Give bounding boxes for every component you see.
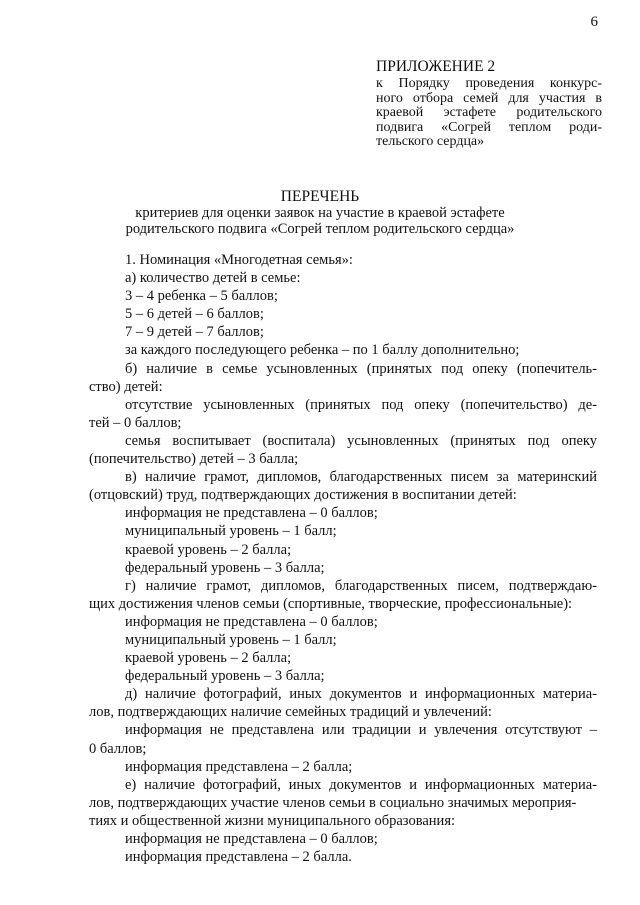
body-line: за каждого последующего ребенка – по 1 баллу дополнительно; bbox=[125, 342, 520, 359]
body-line: щих достижения членов семьи (спортивные, творческие, профессиональные): bbox=[89, 595, 573, 612]
body-line: муниципальный уровень – 1 балл; bbox=[125, 631, 337, 648]
body-line: муниципальный уровень – 1 балл; bbox=[125, 523, 337, 540]
body-line: лов, подтверждающих участие членов семьи в социально значимых мероприя- bbox=[89, 794, 577, 811]
body-line: 1. Номинация «Многодетная семья»: bbox=[125, 252, 353, 268]
body-line: 0 баллов; bbox=[89, 740, 147, 757]
document-heading bbox=[0, 188, 640, 237]
appendix-title: ПРИЛОЖЕНИЕ 2 bbox=[376, 58, 496, 75]
body-line: информация представлена – 2 балла; bbox=[125, 758, 353, 775]
body-line: лов, подтверждающих наличие семейных традиций и увлечений: bbox=[89, 704, 492, 721]
body-line: семья воспитывает (воспитала) усыновленных (принятых под опеку bbox=[125, 432, 597, 449]
body-line: тиях и общественной жизни муниципального образования: bbox=[89, 812, 456, 829]
appendix-line: краевой эстафете родительского bbox=[376, 105, 602, 120]
document-title: ПЕРЕЧЕНЬ bbox=[280, 188, 360, 205]
body-line: б) наличие в семье усыновленных (принятых под опеку (попечитель- bbox=[125, 360, 597, 377]
body-line: информация не представлена – 0 баллов; bbox=[125, 831, 378, 847]
page-number: 6 bbox=[590, 14, 598, 30]
appendix-line: тельского сердца» bbox=[376, 134, 485, 149]
body-line: 5 – 6 детей – 6 баллов; bbox=[125, 306, 264, 323]
body-line: краевой уровень – 2 балла; bbox=[125, 541, 292, 558]
appendix-block bbox=[376, 58, 602, 150]
body-line: г) наличие грамот, дипломов, благодарственных писем, подтверждаю- bbox=[125, 577, 597, 594]
body-line: тей – 0 баллов; bbox=[89, 414, 182, 431]
document-body bbox=[89, 251, 597, 866]
body-line: 3 – 4 ребенка – 5 баллов; bbox=[125, 288, 278, 305]
body-line: ство) детей: bbox=[89, 378, 163, 395]
body-line: краевой уровень – 2 балла; bbox=[125, 650, 292, 667]
body-line: информация не представлена или традиции и увлечения отсутствуют – bbox=[125, 722, 597, 739]
body-line: федеральный уровень – 3 балла; bbox=[125, 559, 325, 576]
document-subtitle-line: критериев для оценки заявок на участие в краевой эстафете bbox=[135, 205, 505, 221]
body-line: отсутствие усыновленных (принятых под опеку (попечительство) де- bbox=[125, 396, 597, 413]
body-line: информация представлена – 2 балла. bbox=[125, 849, 352, 866]
body-line: информация не представлена – 0 баллов; bbox=[125, 505, 378, 522]
body-line: (попечительство) детей – 3 балла; bbox=[89, 451, 299, 468]
document-subtitle-line: родительского подвига «Согрей теплом родительского сердца» bbox=[125, 220, 515, 237]
body-line: 7 – 9 детей – 7 баллов; bbox=[125, 324, 264, 341]
body-line: (отцовский) труд, подтверждающих достижения в воспитании детей: bbox=[89, 487, 517, 504]
appendix-line: ного отбора семей для участия в bbox=[376, 90, 602, 106]
appendix-line: подвига «Согрей теплом роди- bbox=[376, 119, 602, 135]
body-line: д) наличие фотографий, иных документов и информационных материа- bbox=[125, 686, 597, 703]
body-line: в) наличие грамот, дипломов, благодарственных писем за материнский bbox=[125, 469, 597, 486]
body-line: федеральный уровень – 3 балла; bbox=[125, 668, 325, 685]
body-line: а) количество детей в семье: bbox=[125, 270, 301, 287]
body-line: е) наличие фотографий, иных документов и информационных материа- bbox=[125, 776, 597, 793]
appendix-line: к Порядку проведения конкурс- bbox=[376, 76, 602, 91]
body-line: информация не представлена – 0 баллов; bbox=[125, 613, 378, 630]
